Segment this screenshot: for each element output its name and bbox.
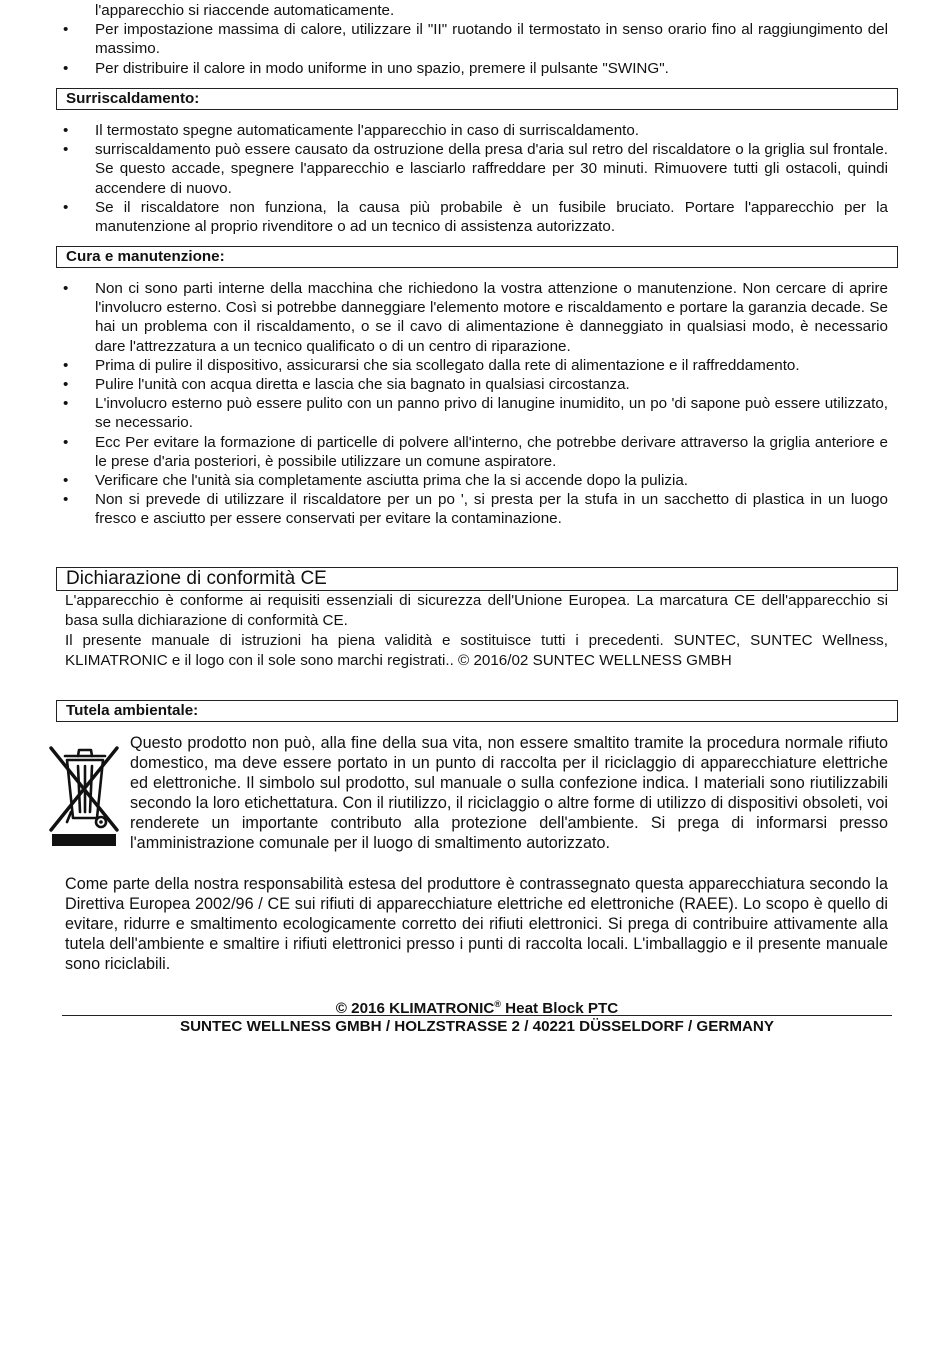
section-heading-overheat: Surriscaldamento: [56,88,898,110]
list-item: • Non si prevede di utilizzare il riscaldatore per un po ', si presta per la stufa in un sacchetto di plastica in un luogo fresco e asciutto per essere conservati per evitare la contaminazione. [0,490,950,528]
list-item: • Se il riscaldatore non funziona, la causa più probabile è un fusibile bruciato. Portare l'apparecchio per la manutenzione al proprio rivenditore o ad un tecnico di assistenza autorizzato. [0,198,950,236]
section-heading-environment: Tutela ambientale: [56,700,898,722]
list-item: • Ecc Per evitare la formazione di particelle di polvere all'interno, che potrebbe derivare attraverso la griglia anteriore e le prese d'aria posteriori, è possibile utilizzare un comune aspiratore. [0,433,950,471]
footer-address: SUNTEC WELLNESS GMBH / HOLZSTRASSE 2 / 40221 DÜSSELDORF / GERMANY [179,1018,775,1035]
list-item: • L'involucro esterno può essere pulito con un panno privo di lanugine inumidito, un po 'di sapone può essere utilizzato, se necessario. [0,394,950,432]
product-name: Heat Block PTC [500,1000,619,1018]
list-item: l'apparecchio si riaccende automaticamente. [95,2,395,19]
environment-paragraph-2: Come parte della nostra responsabilità estesa del produttore è contrassegnato questa apparecchiatura secondo la Direttiva Europea 2002/96 / CE sui rifiuti di apparecchiature elettriche ed elettroniche (RAEE). Lo scopo è quello di evitare, ridurre e smaltimento ecologicamente corretto dei rifiuti elettronici. Si prega di contribuire attivamente alla tutela dell'ambiente e smaltire i rifiuti elettronici presso i punti di raccolta locali. L'imballaggio e il presente manuale sono riciclabili. [65,875,888,974]
section-heading-care: Cura e manutenzione: [56,246,898,268]
list-item: • Il termostato spegne automaticamente l'apparecchio in caso di surriscaldamento. [0,121,950,140]
copyright-text: © 2016 KLIMATRONIC [335,1000,495,1018]
overheat-list [0,121,950,236]
list-item: • surriscaldamento può essere causato da ostruzione della presa d'aria sul retro del riscaldatore o la griglia sul frontale. Se questo accade, spegnere l'apparecchio e lasciarlo raffreddare per 30 minuti. Rimuovere tutti gli ostacoli, quindi accendere di nuovo. [0,140,950,198]
list-item: • Prima di pulire il dispositivo, assicurarsi che sia scollegato dalla rete di alimentazione e il raffreddamento. [0,356,950,375]
list-item: • Per impostazione massima di calore, utilizzare il "II" ruotando il termostato in senso orario fino al raggiungimento del massimo. [0,20,950,58]
section-heading-ce: Dichiarazione di conformità CE [56,567,898,591]
registered-mark: ® [494,999,501,1009]
ce-paragraph-2: Il presente manuale di istruzioni ha piena validità e sostituisce tutti i precedenti. SUNTEC, SUNTEC Wellness, KLIMATRONIC e il logo con il sole sono marchi registrati.. © 2016/02 SUNTEC WELLNESS GMBH [65,632,888,669]
ce-paragraph-1: L'apparecchio è conforme ai requisiti essenziali di sicurezza dell'Unione Europea. La marcatura CE dell'apparecchio si basa sulla dichiarazione di conformità CE. [65,592,888,629]
footer-divider [62,1015,892,1016]
list-item: • Non ci sono parti interne della macchina che richiedono la vostra attenzione o manutenzione. Non cercare di aprire l'involucro esterno. Così si potrebbe danneggiare l'elemento motore e riscaldamento e portare la garanzia decade. Se hai un problema con il riscaldamento, o se il cavo di alimentazione è danneggiato in qualsiasi modo, è necessario dare l'attrezzatura a un tecnico qualificato o di un centro di riparazione. [0,279,950,356]
list-item: • Verificare che l'unità sia completamente asciutta prima che la si accende dopo la pulizia. [0,471,950,490]
list-item: • Per distribuire il calore in modo uniforme in uno spazio, premere il pulsante "SWING". [0,59,950,78]
list-item: • Pulire l'unità con acqua diretta e lascia che sia bagnato in qualsiasi circostanza. [0,375,950,394]
care-list [0,279,950,529]
intro-list [0,1,950,78]
environment-paragraph-1: Questo prodotto non può, alla fine della sua vita, non essere smaltito tramite la procedura normale rifiuto domestico, ma deve essere portato in un punto di raccolta per il riciclaggio di apparecchiature elettriche ed elettroniche. Il simbolo sul prodotto, sul manuale o sulla confezione indica. I materiali sono riutilizzabili secondo la loro etichettatura. Con il riutilizzo, il riciclaggio o altre forme di utilizzo di dispositivi obsoleti, voi renderete un importante contributo alla protezione dell'ambiente. Si prega di informarsi presso l'amministrazione comunale per il luogo di smaltimento autorizzato. [130,734,888,853]
weee-crossed-bin-icon [45,738,123,850]
